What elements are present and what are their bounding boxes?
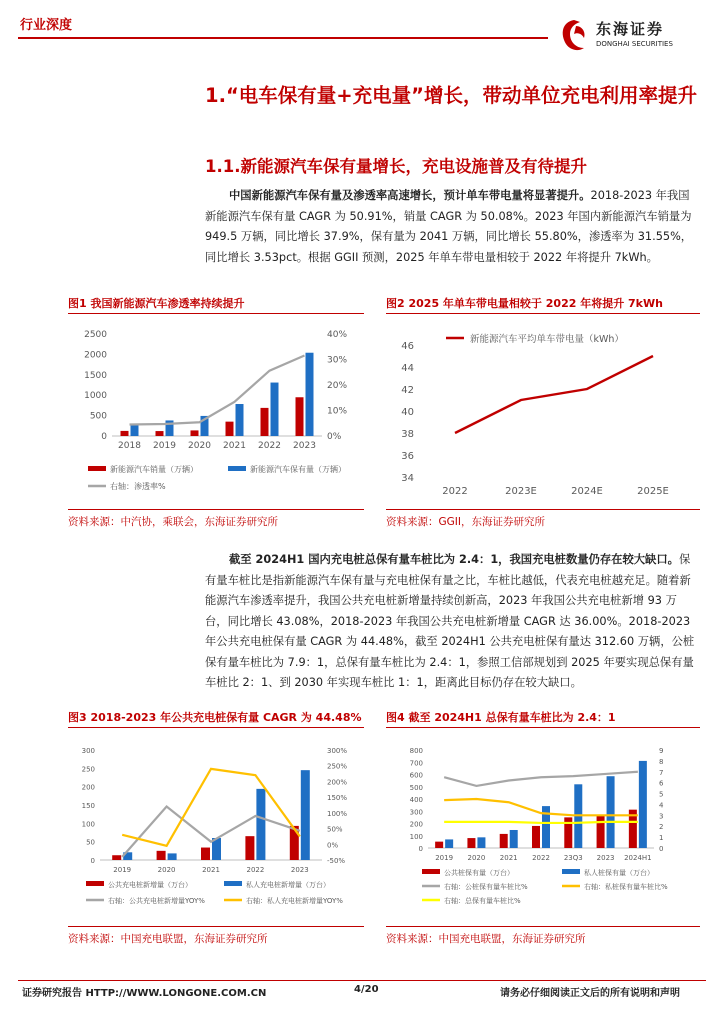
x-tick-label: 2021 [499,854,518,862]
bar-series-a [112,855,121,860]
y2-tick-label: -50% [327,857,346,865]
y2-tick-label: 150% [327,794,348,803]
y2-tick-label: 8 [659,757,664,766]
bar-series-b [271,383,279,436]
bar-series-b [510,830,518,848]
logo-mark-icon [556,16,592,56]
bar-series-b [639,761,647,848]
fig4-title-rule [386,727,700,728]
x-tick-label: 2024E [571,486,603,497]
brand-name-en: DONGHAI SECURITIES [596,40,673,48]
y-tick-label: 1500 [84,370,107,381]
legend-label: 右轴：公桩保有量车桩比% [444,883,528,891]
legend-swatch [224,881,242,886]
section-tag: 行业深度 [20,18,73,33]
fig1-title: 图1 我国新能源汽车渗透率持续提升 [68,297,245,310]
y2-tick-label: 0% [327,432,342,442]
bar-series-b [477,837,485,848]
fig4-title: 图4 截至 2024H1 总保有量车桩比为 2.4：1 [386,711,616,724]
legend-label: 公共充电桩新增量（万台） [108,881,192,889]
fig4-bottom-rule [386,926,700,927]
y2-tick-label: 0 [659,845,664,853]
bar-series-a [435,842,443,848]
legend-swatch [228,466,246,471]
fig1-title-rule [68,313,364,314]
fig4-source: 资料来源：中国充电联盟，东海证券研究所 [386,933,586,945]
legend-label: 公共桩保有量（万台） [444,869,514,877]
y-tick-label: 38 [401,429,414,440]
fig3-title: 图3 2018-2023 年公共充电桩保有量 CAGR 为 44.48% [68,711,362,724]
y2-tick-label: 5 [659,790,664,799]
x-tick-label: 2020 [467,854,486,862]
x-tick-label: 2022 [442,486,468,497]
heading-2: 1.1.新能源汽车保有量增长，充电设施普及有待提升 [205,157,587,176]
y2-tick-label: 6 [659,779,664,788]
fig2-title-rule [386,313,700,314]
legend-swatch [86,881,104,886]
x-tick-label: 2020 [188,441,211,451]
x-tick-label: 2023 [290,866,309,874]
y-tick-label: 50 [86,838,95,847]
fig4-chart [386,738,700,923]
y2-tick-label: 0% [327,841,339,850]
y2-tick-label: 9 [659,747,664,755]
y-tick-label: 400 [409,796,423,804]
y-tick-label: 500 [89,411,107,422]
x-tick-label: 2019 [153,441,176,451]
bar-series-a [157,851,166,860]
bar-series-a [191,430,199,436]
bar-series-a [532,826,540,848]
y-tick-label: 2000 [84,350,107,361]
line-series-3 [444,822,638,823]
bar-series-b [445,839,453,848]
bar-series-a [201,848,210,860]
header-rule [18,37,548,39]
y-tick-label: 0 [101,432,107,442]
footer-page-number: 4/20 [354,984,379,995]
y-tick-label: 600 [409,771,423,780]
footer-rule [18,980,706,981]
x-tick-label: 2025E [637,486,669,497]
y2-tick-label: 20% [327,381,348,391]
bar-series-b [256,789,265,860]
line-series-1 [455,356,653,433]
y2-tick-label: 10% [327,406,348,417]
bar-series-a [597,815,605,848]
fig2-bottom-rule [386,509,700,510]
paragraph-1-lead: 中国新能源汽车保有量及渗透率高速增长，预计单车带电量将显著提升。 [229,189,591,202]
fig1-chart [66,320,366,505]
y-tick-label: 700 [409,759,423,768]
y-tick-label: 40 [401,407,414,418]
legend-label: 右轴：私人充电桩新增量YOY% [246,897,343,905]
y2-tick-label: 2 [659,823,664,832]
paragraph-2-lead: 截至 2024H1 国内充电桩总保有量车桩比为 2.4：1，我国充电桩数量仍存在较大缺口。 [229,553,679,566]
bar-series-a [500,834,508,848]
footer-left: 证券研究报告 HTTP://WWW.LONGONE.COM.CN [22,988,267,999]
y-tick-label: 250 [81,765,95,774]
y2-tick-label: 3 [659,812,664,821]
bar-series-b [306,353,314,436]
bar-series-a [467,838,475,848]
bar-series-a [226,422,234,436]
bar-series-a [121,431,129,436]
x-tick-label: 2023 [596,854,615,862]
x-tick-label: 2021 [202,866,220,874]
bar-series-a [245,836,254,860]
paragraph-2-body: 保有量车桩比是指新能源汽车保有量与充电桩保有量之比，车桩比越低，代表充电桩越充足。随着新能源汽车渗透率提升，我国公共充电桩新增量持续创新高，2023 年我国公共充电桩新增 93 万台，同比增长 43.08%，2018-2023 年我国公共充电桩新增量 CAGR 达 36.00%。2018-2023 年公共充电桩保有量 CAGR 为 44.48%，截至 2024H1 公共充电桩保有量达 312.60 万辆，公桩保有量车桩比为 7.9：1，总保有量车桩比为 2.4：1，参照工信部规划到 2025 年要实现总保有量车桩比 2：1、到 2030 年实现车桩比 1：1，距离此目标仍存在较大缺口。 [205,553,695,689]
legend-label: 右轴：私桩保有量车桩比% [584,883,668,891]
paragraph-1-body: 2018-2023 年我国新能源汽车保有量 CAGR 为 50.91%，销量 CAGR 为 50.08%。2023 年国内新能源汽车销量为 949.5 万辆，同比增长 37.9%，保有量为 2041 万辆，同比增长 55.80%，渗透率为 31.55%，同比增长 3.53pct。根据 GGII 预测，2025 年单车带电量相较于 2022 年将提升 7kWh。 [205,189,693,264]
y-tick-label: 200 [409,820,423,829]
y-tick-label: 34 [401,473,414,484]
x-tick-label: 2019 [435,854,454,862]
y-tick-label: 2500 [84,330,107,340]
bar-series-a [296,397,304,436]
y2-tick-label: 4 [659,801,664,810]
x-tick-label: 2020 [157,866,176,874]
y-tick-label: 300 [409,808,423,817]
fig3-title-rule [68,727,364,728]
x-tick-label: 2022 [258,441,281,451]
y2-tick-label: 1 [659,834,664,843]
y2-tick-label: 250% [327,762,348,771]
y-tick-label: 200 [81,783,95,792]
y-tick-label: 800 [409,747,423,755]
brand-name-cn: 东海证券 [596,20,665,38]
fig3-bottom-rule [68,926,364,927]
legend-label: 私人充电桩新增量（万台） [246,881,330,889]
y-tick-label: 150 [81,802,95,810]
x-tick-label: 23Q3 [563,854,583,862]
legend-label: 新能源汽车保有量（万辆） [250,465,346,474]
y-tick-label: 42 [401,385,414,396]
legend-swatch [422,869,440,874]
legend-label: 右轴：公共充电桩新增量YOY% [108,897,205,905]
y-tick-label: 46 [401,341,414,352]
x-tick-label: 2023E [505,486,537,497]
y-tick-label: 100 [81,820,95,829]
legend-label: 新能源汽车平均单车带电量（kWh） [470,334,624,345]
legend-label: 右轴：渗透率% [110,482,166,491]
legend-swatch [562,869,580,874]
bar-series-b [131,425,139,436]
brand-logo [556,16,706,56]
y2-tick-label: 100% [327,809,348,818]
y2-tick-label: 30% [327,355,348,366]
bar-series-b [168,853,177,860]
y2-tick-label: 50% [327,825,343,834]
y-tick-label: 44 [401,363,414,374]
paragraph-2 [205,550,699,694]
y2-tick-label: 200% [327,778,348,787]
heading-1: 1.“电车保有量+充电量”增长，带动单位充电利用率提升 [205,84,697,107]
fig2-source: 资料来源：GGII，东海证券研究所 [386,516,545,528]
y2-tick-label: 7 [659,768,664,777]
fig2-chart [386,320,700,505]
x-tick-label: 2022 [246,866,265,874]
fig1-source: 资料来源：中汽协，乘联会，东海证券研究所 [68,516,278,528]
y-tick-label: 300 [81,747,95,755]
bar-series-b [301,770,310,860]
legend-label: 右轴：总保有量车桩比% [444,897,521,905]
y2-tick-label: 40% [327,330,348,340]
y2-tick-label: 300% [327,747,348,755]
fig2-title: 图2 2025 年单车带电量相较于 2022 年将提升 7kWh [386,297,663,310]
paragraph-1 [205,186,699,268]
line-series-2 [122,769,300,846]
y-tick-label: 100 [409,832,423,841]
x-tick-label: 2022 [532,854,550,862]
fig1-bottom-rule [68,509,364,510]
y-tick-label: 500 [409,783,423,792]
fig3-source: 资料来源：中国充电联盟，东海证券研究所 [68,933,268,945]
y-tick-label: 36 [401,451,414,462]
bar-series-b [236,404,244,436]
bar-series-a [261,408,269,436]
x-tick-label: 2019 [113,866,132,874]
legend-swatch [88,466,106,471]
y-tick-label: 1000 [84,391,107,402]
line-series-1 [122,807,300,857]
y-tick-label: 0 [90,857,95,865]
x-tick-label: 2024H1 [624,854,652,862]
legend-label: 新能源汽车销量（万辆） [110,465,198,474]
bar-series-b [607,776,615,848]
bar-series-a [156,431,164,436]
x-tick-label: 2021 [223,441,246,451]
y-tick-label: 0 [418,845,423,853]
legend-label: 私人桩保有量（万台） [584,869,654,877]
footer-disclaimer: 请务必仔细阅读正文后的所有说明和声明 [500,988,680,999]
x-tick-label: 2023 [293,441,316,451]
x-tick-label: 2018 [118,441,141,451]
fig3-chart [66,738,366,923]
